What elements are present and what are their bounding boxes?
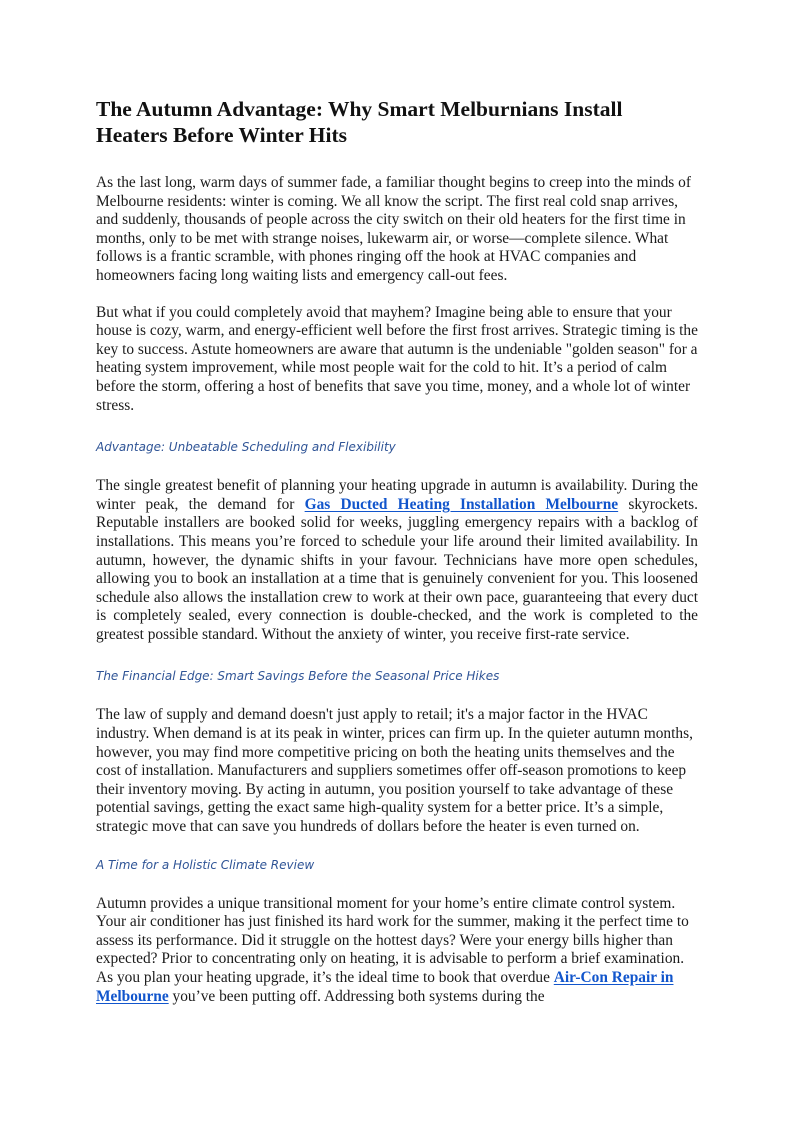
section-heading-climate-review: A Time for a Holistic Climate Review (96, 857, 315, 872)
air-con-repair-link[interactable]: Air-Con Repair in Melbourne (96, 969, 674, 1005)
paragraph-text: skyrockets. Reputable installers are booked solid for weeks, juggling emergency repairs with a backlog of installations. This means you’re forced to schedule your life around their limited availability. In autumn, however, the dynamic shifts in your favour. Technicians have more open schedules, allowing you to book an installation at a time that is genuinely convenient for you. This loosened schedule also allows the installation crew to work at their own pace, guaranteeing that every duct is completely sealed, every connection is double-checked, and the work is completed to the greatest possible standard. Without the anxiety of winter, you receive first-rate service. (96, 495, 698, 643)
paragraph-text: you’ve been putting off. Addressing both systems during the (168, 987, 545, 1005)
intro-paragraph-1: As the last long, warm days of summer fade, a familiar thought begins to creep into the minds of Melbourne residents: winter is coming. We all know the script. The first real cold snap arrives, and suddenly, thousands of people across the city switch on their old heaters for the first time in months, only to be met with strange noises, lukewarm air, or worse—complete silence. What follows is a frantic scramble, with phones ringing off the hook at HVAC companies and homeowners facing long waiting lists and emergency call-out fees. (96, 174, 691, 284)
intro-paragraph-2: But what if you could completely avoid that mayhem? Imagine being able to ensure that your house is cozy, warm, and energy-efficient well before the first frost arrives. Strategic timing is the key to success. Astute homeowners are aware that autumn is the undeniable "golden season" for a heating system improvement, while most people wait for the cold to hit. It’s a period of calm before the storm, offering a host of benefits that save you time, money, and a whole lot of winter stress. (96, 303, 698, 414)
section-heading-financial: The Financial Edge: Smart Savings Before the Seasonal Price Hikes (96, 669, 500, 684)
gas-ducted-heating-link[interactable]: Gas Ducted Heating Installation Melbourne (304, 495, 619, 513)
document-body (96, 96, 698, 1006)
section-paragraph-scheduling (96, 477, 698, 644)
page-title: The Autumn Advantage: Why Smart Melburnians Install Heaters Before Winter Hits (96, 97, 623, 147)
section-paragraph-climate-review (96, 895, 698, 1007)
paragraph-text: The single greatest benefit of planning your heating upgrade in autumn is availability. During the winter peak, the demand for (96, 477, 698, 513)
paragraph-text: Autumn provides a unique transitional moment for your home’s entire climate control system. Your air conditioner has just finished its hard work for the summer, making it the perfect time to assess its performance. Did it struggle on the hottest days? Were your energy bills higher than expected? Prior to concentrating only on heating, it is advisable to perform a brief examination. As you plan your heating upgrade, it’s the ideal time to book that overdue (96, 894, 689, 986)
section-paragraph-financial: The law of supply and demand doesn't just apply to retail; it's a major factor in the HVAC industry. When demand is at its peak in winter, prices can firm up. In the quieter autumn months, however, you may find more competitive pricing on both the heating units themselves and the cost of installation. Manufacturers and suppliers sometimes offer off-season promotions to keep their inventory moving. By acting in autumn, you position yourself to take advantage of these potential savings, getting the exact same high-quality system for a better price. It’s a simple, strategic move that can save you hundreds of dollars before the heater is even turned on. (96, 706, 693, 836)
section-heading-scheduling: Advantage: Unbeatable Scheduling and Flexibility (96, 440, 396, 455)
